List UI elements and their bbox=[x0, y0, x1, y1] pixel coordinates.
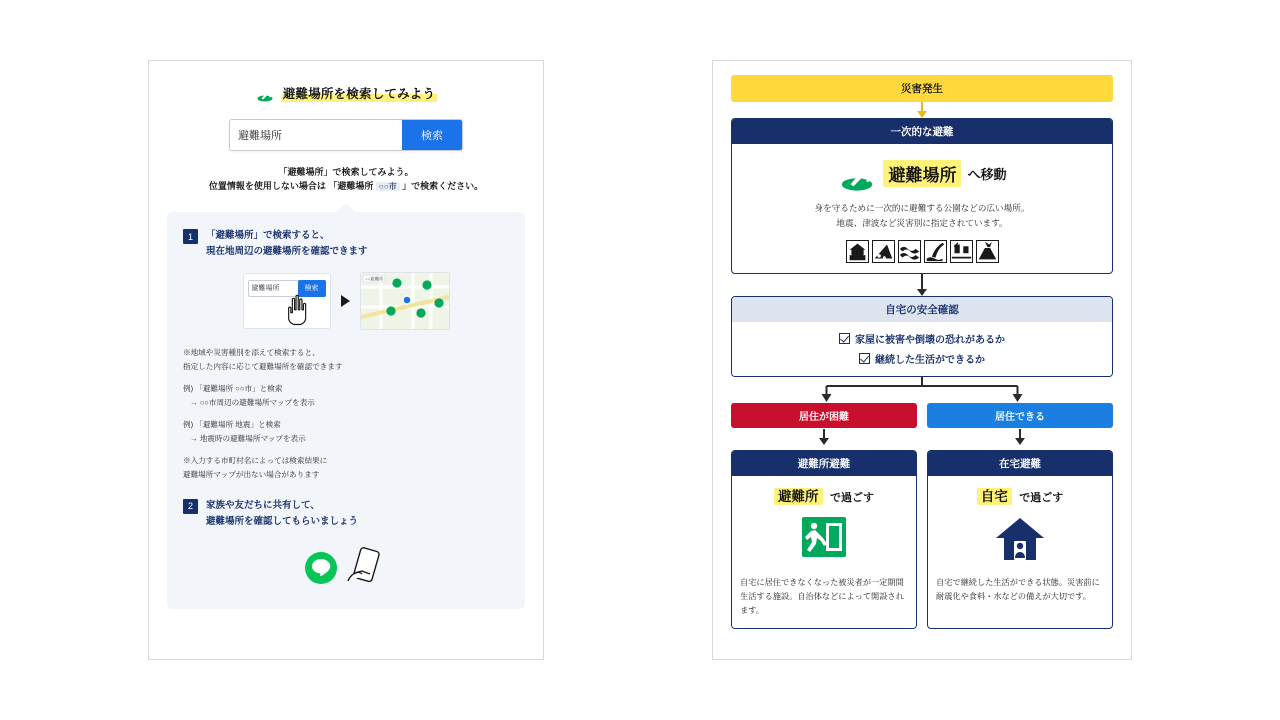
branch-pills-row bbox=[731, 403, 1113, 428]
home-description: 自宅で継続した生活ができる状態。災害前に耐震化や食料・水などの備えが大切です。 bbox=[936, 578, 1100, 601]
search-bar[interactable] bbox=[229, 119, 463, 151]
step-1-number: 1 bbox=[183, 229, 198, 244]
checkbox-checked-icon bbox=[859, 353, 870, 364]
branch-connectors bbox=[731, 377, 1113, 403]
shelter-suffix: で過ごす bbox=[829, 492, 874, 505]
page-title: 避難場所を検索してみよう bbox=[281, 84, 437, 102]
tsunami-wave-icon bbox=[898, 240, 921, 263]
mini-search-mock bbox=[243, 273, 331, 329]
primary-evacuation-head: 一次的な避難 bbox=[732, 119, 1112, 144]
caption-line-1: 「避難場所」で検索してみよう。 bbox=[278, 167, 414, 177]
note-5: → 地震時の避難場所マップを表示 bbox=[190, 433, 306, 443]
note-2: 例) 「避難場所 ○○市」と検索 bbox=[183, 383, 283, 393]
map-thumbnail-graphic bbox=[361, 273, 449, 329]
branch-connector-lines bbox=[731, 377, 1113, 403]
shelter-highlight: 避難所 bbox=[774, 488, 823, 505]
volcano-icon bbox=[976, 240, 999, 263]
flow-start-disaster-occurs: 災害発生 bbox=[731, 75, 1113, 102]
search-input[interactable] bbox=[230, 120, 402, 150]
caption-line-2-pre: 位置情報を使用しない場合は 「避難場所 bbox=[208, 181, 374, 192]
branch-connectors-2 bbox=[731, 428, 1113, 446]
note-4: 例) 「避難場所 地震」と検索 bbox=[183, 419, 281, 429]
search-button[interactable]: 検索 bbox=[402, 120, 462, 150]
pointing-hand-cursor-icon bbox=[284, 292, 314, 326]
note-7: 避難場所マップが出ない場合があります bbox=[183, 469, 320, 479]
primary-evacuation-card bbox=[731, 118, 1113, 274]
home-evacuation-card bbox=[927, 450, 1113, 629]
home-evacuation-head: 在宅避難 bbox=[928, 451, 1112, 476]
storm-surge-icon bbox=[924, 240, 947, 263]
home-highlight: 自宅 bbox=[977, 488, 1012, 505]
home-suffix: で過ごす bbox=[1019, 492, 1064, 505]
connector-right bbox=[927, 428, 1113, 446]
step-2-line-2: 避難場所を確認してもらいましょう bbox=[206, 515, 359, 527]
demo-illustration bbox=[183, 272, 509, 330]
shelter-evacuation-card bbox=[731, 450, 917, 629]
checkbox-checked-icon bbox=[839, 333, 850, 344]
step-2 bbox=[183, 498, 509, 529]
search-howto-panel bbox=[148, 60, 544, 660]
check-item-1-label: 継続した生活ができるか bbox=[875, 355, 985, 367]
step-1 bbox=[183, 228, 509, 259]
arrow-down-icon bbox=[1015, 438, 1025, 445]
share-illustration bbox=[183, 547, 509, 589]
landslide-icon bbox=[872, 240, 895, 263]
home-safety-check-card bbox=[731, 296, 1113, 377]
evacuation-running-person-icon bbox=[837, 154, 877, 192]
home-headline bbox=[936, 485, 1104, 506]
primary-evacuation-headline bbox=[742, 154, 1102, 192]
shelter-description: 自宅に居住できなくなった被災者が一定期間生活する施設。自治体などによって開設されます。 bbox=[740, 578, 904, 615]
step-2-line-1: 家族や友だちに共有して、 bbox=[206, 499, 320, 511]
earthquake-icon bbox=[950, 240, 973, 263]
step-1-line-1: 「避難場所」で検索すると、 bbox=[206, 230, 330, 242]
note-gap-2 bbox=[183, 410, 509, 418]
primary-desc-line-1: 身を守るために一次的に避難する公園などの広い場所。 bbox=[814, 203, 1030, 213]
flood-house-icon bbox=[846, 240, 869, 263]
shelter-evacuation-head: 避難所避難 bbox=[732, 451, 916, 476]
evacuation-flowchart-panel bbox=[712, 60, 1132, 660]
howto-callout bbox=[167, 212, 525, 609]
check-item-1 bbox=[859, 351, 985, 366]
primary-evacuation-suffix: へ移動 bbox=[967, 166, 1007, 182]
shelter-headline bbox=[740, 485, 908, 506]
primary-desc-line-2: 地震、津波など災害別に指定されています。 bbox=[836, 218, 1008, 229]
step-2-text bbox=[206, 498, 358, 529]
smartphone-share-icon bbox=[342, 547, 388, 589]
note-1: 指定した内容に応じて避難場所を確認できます bbox=[183, 361, 343, 371]
home-safety-check-head: 自宅の安全確認 bbox=[732, 297, 1112, 322]
search-caption bbox=[171, 165, 521, 194]
branch-cards-row bbox=[731, 450, 1113, 629]
mini-search-button: 検索 bbox=[298, 280, 326, 297]
shelter-evacuation-body bbox=[732, 476, 916, 628]
caption-line-2-post: 」で検索ください。 bbox=[402, 181, 484, 192]
check-item-0 bbox=[839, 331, 1005, 346]
arrow-down-icon bbox=[917, 289, 927, 296]
home-shelter-icon bbox=[994, 515, 1046, 563]
connector-1 bbox=[731, 102, 1113, 118]
search-notes bbox=[183, 346, 509, 482]
mini-search-input: 避難場所 bbox=[248, 280, 326, 297]
caption-chip: ○○市 bbox=[376, 182, 400, 191]
emergency-exit-shelter-icon bbox=[798, 515, 850, 563]
note-gap-3 bbox=[183, 446, 509, 454]
home-evacuation-body bbox=[928, 476, 1112, 614]
primary-evacuation-body bbox=[732, 144, 1112, 273]
branch-pill-livable: 居住できる bbox=[927, 403, 1113, 428]
arrow-down-icon bbox=[819, 438, 829, 445]
primary-evacuation-description bbox=[742, 201, 1102, 231]
line-chat-bubble-icon bbox=[304, 551, 338, 585]
branch-pill-difficult: 居住が困難 bbox=[731, 403, 917, 428]
primary-evacuation-highlight: 避難場所 bbox=[883, 160, 961, 187]
map-result-thumbnail bbox=[360, 272, 450, 330]
step-2-number: 2 bbox=[183, 499, 198, 514]
home-safety-check-body bbox=[732, 322, 1112, 376]
disaster-pictogram-row bbox=[742, 240, 1102, 263]
panel-title-row bbox=[171, 83, 521, 103]
connector-left bbox=[731, 428, 917, 446]
svg-text:○○避難所: ○○避難所 bbox=[364, 276, 383, 282]
evacuation-running-person-icon bbox=[255, 83, 275, 103]
caption-line-2 bbox=[171, 179, 521, 194]
note-0: ※地域や災害種別を添えて検索すると、 bbox=[183, 347, 320, 357]
note-3: → ○○市周辺の避難場所マップを表示 bbox=[190, 397, 315, 407]
note-gap-1 bbox=[183, 374, 509, 382]
connector-2 bbox=[731, 274, 1113, 296]
arrow-down-icon bbox=[917, 111, 927, 118]
check-item-0-label: 家屋に被害や倒壊の恐れがあるか bbox=[855, 335, 1005, 347]
note-6: ※入力する市町村名によっては検索結果に bbox=[183, 455, 328, 465]
arrow-right-icon bbox=[341, 295, 350, 307]
step-1-text bbox=[206, 228, 368, 259]
step-1-line-2: 現在地周辺の避難場所を確認できます bbox=[206, 245, 368, 257]
flowchart bbox=[731, 75, 1113, 629]
